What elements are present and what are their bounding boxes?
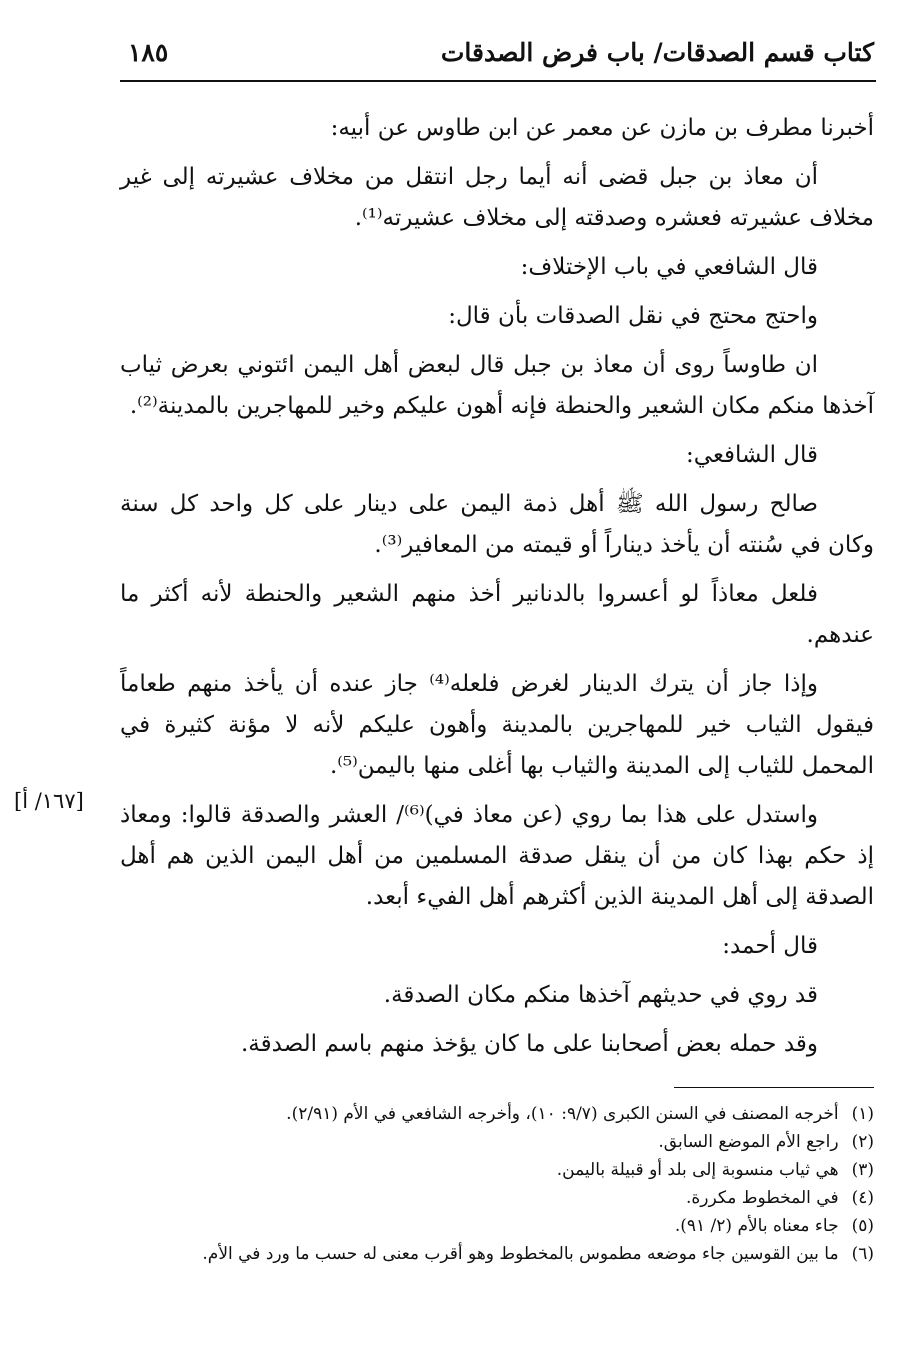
footnotes <box>120 1100 874 1268</box>
footnote <box>120 1156 874 1184</box>
paragraph-narration: قد روي في حديثهم آخذها منكم مكان الصدقة. <box>383 982 818 1008</box>
paragraph-shafii-chapter: قال الشافعي في باب الإختلاف: <box>520 254 818 280</box>
footnote-number: (٥) <box>851 1216 874 1236</box>
footnote-number: (١) <box>851 1104 874 1124</box>
paragraph-inference: واستدل على هذا بما روي (عن معاذ في)⁽⁶⁾/ العشر والصدقة قالوا: ومعاذ إذ حكم بهذا كان من أن ينقل صدقة المسلمين من أهل اليمن الذين هم أهل الصدقة إلى أهل المدينة الذين أكثرهم أهل الفيء أبعد. <box>120 802 874 910</box>
footnote-number: (٦) <box>851 1244 874 1264</box>
footnote <box>120 1184 874 1212</box>
footnote <box>120 1240 874 1268</box>
footnote-number: (٤) <box>851 1188 874 1208</box>
main-text <box>120 108 874 1073</box>
footnote <box>120 1100 874 1128</box>
footnote-text: راجع الأم الموضع السابق. <box>658 1132 839 1152</box>
paragraph-interpretation: وقد حمله بعض أصحابنا على ما كان يؤخذ منهم باسم الصدقة. <box>240 1031 818 1057</box>
paragraph-ahmad-said: قال أحمد: <box>722 933 818 959</box>
paragraph-isnad: أخبرنا مطرف بن مازن عن معمر عن ابن طاوس عن أبيه: <box>330 115 874 141</box>
footnote-text: أخرجه المصنف في السنن الكبرى (٩/٧: ١٠)، وأخرجه الشافعي في الأم (٢/٩١). <box>286 1104 839 1124</box>
footnote-text: جاء معناه بالأم (٢/ ٩١). <box>674 1216 839 1236</box>
paragraph-dinar-reasoning: وإذا جاز أن يترك الدينار لغرض فلعله⁽⁴⁾ جاز عنده أن يأخذ منهم طعاماً فيقول الثياب خير للمهاجرين بالمدينة وأهون عليكم لأنه لا مؤنة كثيرة في المحمل للثياب إلى المدينة والثياب بها أغلى منها باليمن⁽⁵⁾. <box>120 671 875 779</box>
paragraph-shafii-said: قال الشافعي: <box>686 442 818 468</box>
footnote-number: (٢) <box>851 1132 874 1152</box>
paragraph-yemen-treaty: صالح رسول الله ﷺ أهل ذمة اليمن على دينار على كل واحد كل سنة وكان في سُنته أن يأخذ ديناراً أو قيمته من المعافير⁽³⁾. <box>120 491 874 558</box>
paragraph-argument-intro: واحتج محتج في نقل الصدقات بأن قال: <box>448 303 818 329</box>
paragraph-muadh-ruling: أن معاذ بن جبل قضى أنه أيما رجل انتقل من مخلاف عشيرته إلى غير مخلاف عشيرته فعشره وصدقته إلى مخلاف عشيرته⁽¹⁾. <box>120 164 874 231</box>
footnote <box>120 1212 874 1240</box>
footnote-number: (٣) <box>851 1160 874 1180</box>
footnote-text: في المخطوط مكررة. <box>685 1188 839 1208</box>
footnote-text: ما بين القوسين جاء موضعه مطموس بالمخطوط وهو أقرب معنى له حسب ما ورد في الأم. <box>202 1244 839 1264</box>
manuscript-folio-reference: [١٦٧/ أ] <box>14 789 84 813</box>
running-header-title: كتاب قسم الصدقات/ باب فرض الصدقات <box>440 38 874 67</box>
footnote-text: هي ثياب منسوبة إلى بلد أو قبيلة باليمن. <box>556 1160 839 1180</box>
footnote-separator <box>674 1087 874 1088</box>
header-rule <box>120 80 876 82</box>
page-number: ١٨٥ <box>128 38 169 67</box>
paragraph-perhaps-muadh: فلعل معاذاً لو أعسروا بالدنانير أخذ منهم الشعير والحنطة لأنه أكثر ما عندهم. <box>120 581 874 648</box>
footnote <box>120 1128 874 1156</box>
paragraph-tawus-report: ان طاوساً روى أن معاذ بن جبل قال لبعض أهل اليمن ائتوني بعرض ثياب آخذها منكم مكان الشعير والحنطة فإنه أهون عليكم وخير للمهاجرين بالمدينة⁽²⁾. <box>120 352 874 419</box>
